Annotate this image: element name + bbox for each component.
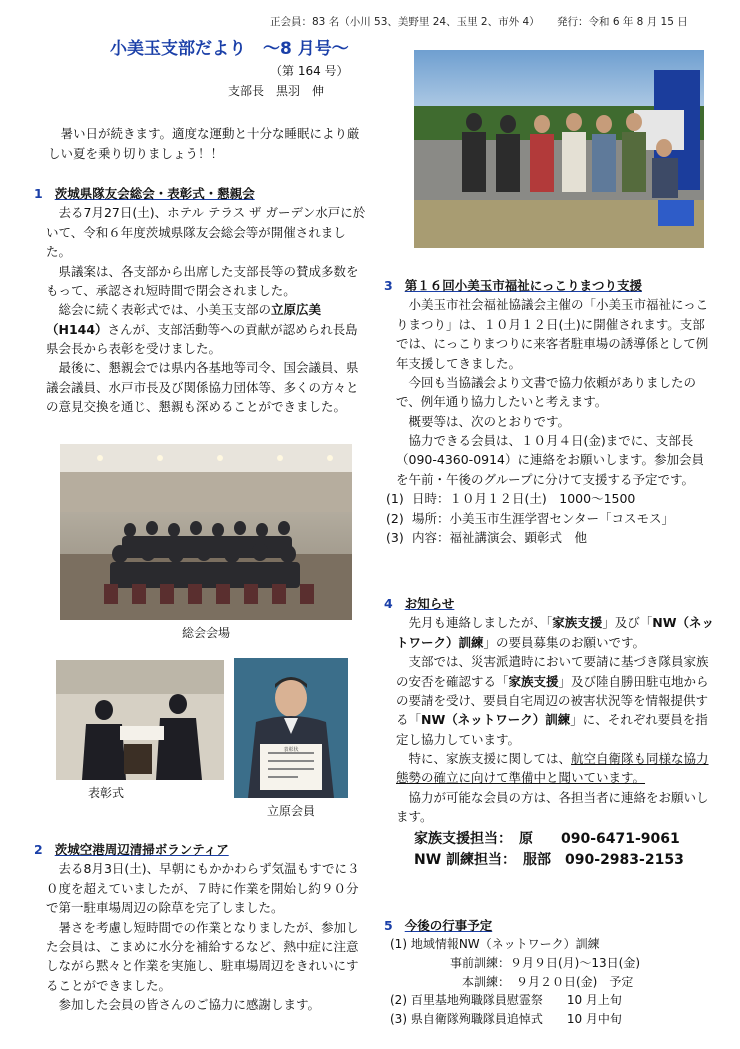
section-1-paragraph: 県議案は、各支部から出席した支部長等の賛成多数をもって、承認され短時間で閉会されました。 (46, 263, 359, 298)
section-1-paragraph (46, 300, 366, 358)
section-5-heading (384, 916, 716, 935)
event-detail-item (386, 509, 716, 528)
awardee-name: 立原広美（H144） (46, 302, 322, 337)
award-ceremony-photo (56, 660, 224, 780)
volunteer-group-image (414, 50, 704, 248)
section-2-paragraph: 去る8月3日(土)、早朝にもかかわらず気温もすでに３０度を超えていましたが、７時に作業を開始し約９０分で第一駐車場周辺の除草を完了しました。 (46, 861, 360, 916)
schedule-subitem: 本訓練： ９月２０日(金) 予定 (462, 974, 634, 989)
text-span: 支部では、災害派遣時において要請に基づき隊員家族の安否を確認する「 (396, 654, 709, 689)
highlight-text: 家族支援 (552, 615, 603, 631)
text-span: さんが、支部活動等への貢献が認められ長島県会長から表彰を受けました。 (46, 321, 358, 356)
assembly-hall-caption: 総会会場 (181, 626, 230, 640)
highlight-text: NW（ネットワーク）訓練 (421, 712, 571, 728)
text-span: 先月も連絡しましたが、「 (408, 615, 553, 631)
greeting: 暑い日が続きます。適度な運動と十分な睡眠により厳しい夏を乗り切りましょう！！ (48, 126, 360, 161)
member-portrait-caption: 立原会員 (266, 804, 315, 818)
assembly-hall-photo (60, 444, 352, 620)
highlight-text: 家族支援 (508, 673, 559, 689)
section-5 (384, 916, 716, 1028)
section-2 (34, 840, 366, 1014)
member-portrait-photo (234, 658, 348, 798)
list-text: 場所：小美玉市生涯学習センター「コスモス」 (412, 510, 675, 526)
schedule-item: (2) 百里基地殉職隊員慰霊祭 10 月上旬 (390, 993, 622, 1008)
section-3-paragraph: 今回も当協議会より文書で協力依頼がありましたので、例年通り協力したいと考えます。 (396, 374, 697, 410)
schedule-subitem: 事前訓練：９月９日(月)～13日(金) (450, 955, 640, 970)
section-4-paragraph (396, 749, 716, 788)
section-4-heading (384, 594, 716, 613)
section-4-paragraph (396, 613, 716, 652)
member-count: 正会員：83 名（小川 53、美野里 24、玉里 2、市外 4） (270, 16, 540, 28)
section-number: 3 (384, 278, 393, 293)
section-title: 茨城空港周辺清掃ボランティア (54, 842, 229, 857)
list-number: (3) (386, 529, 404, 545)
section-4 (384, 594, 716, 872)
underlined-text: 航空自衛隊も同様な協力態勢の確立に向けて準備中と聞いています。 (396, 751, 709, 786)
highlight-text: NW（ネットワーク）訓練 (396, 615, 715, 650)
text-span: 」及び「 (602, 615, 653, 631)
section-1-heading (34, 184, 366, 203)
section-title: 第１６回小美玉市福祉にっこりまつり支援 (404, 278, 642, 293)
certificate-title: 表彰状 (283, 747, 299, 753)
section-4-paragraph: 協力が可能な会員の方は、各担当者に連絡をお願いします。 (396, 789, 709, 825)
section-number: 4 (384, 596, 393, 611)
assembly-hall-image (60, 444, 352, 620)
section-2-paragraph: 参加した会員の皆さんのご協力に感謝します。 (58, 997, 321, 1012)
schedule-item: (1) 地域情報NW（ネットワーク）訓練 (390, 937, 600, 952)
issue-date: 発行：令和 6 年 8 月 15 日 (556, 16, 688, 28)
text-span: 」及び陸自勝田駐屯地からの要請を受け、要員自宅周辺の被害状況等を情報提供する「 (396, 673, 709, 728)
section-title: 今後の行事予定 (404, 918, 493, 933)
schedule-item: (3) 県自衛隊殉職隊員追悼式 10 月中旬 (390, 1011, 622, 1026)
award-ceremony-image (56, 660, 224, 780)
award-ceremony-caption: 表彰式 (87, 786, 124, 800)
volunteer-group-photo (414, 50, 704, 248)
header-info (270, 14, 688, 30)
newsletter-title: 小美玉支部だより ～8 月号～ (110, 39, 349, 59)
section-title: お知らせ (404, 596, 455, 611)
event-detail-item (386, 528, 716, 547)
member-portrait-image (234, 658, 348, 798)
section-2-heading (34, 840, 366, 859)
section-title: 茨城県隊友会総会・表彰式・懇親会 (54, 186, 255, 201)
text-span: 」に、それぞれ要員を指定し協力しています。 (396, 712, 708, 747)
section-number: 5 (384, 918, 393, 933)
section-3-heading (384, 276, 716, 295)
author-line: 支部長 黒羽 伸 (228, 84, 325, 98)
section-3-paragraph: 概要等は、次のとおりです。 (408, 413, 571, 429)
text-span: 」の要員募集のお願いです。 (483, 634, 646, 650)
event-detail-item (386, 489, 716, 508)
section-3-paragraph: 協力できる会員は、１０月４日(金)までに、支部長（090-4360-0914）に連絡をお願いします。参加会員を午前・午後のグループに分けて支援する予定です。 (396, 433, 705, 487)
nw-training-contact: NW 訓練担当： 服部 090-2983-2153 (414, 852, 684, 869)
section-3-paragraph: 小美玉市社会福祉協議会主催の「小美玉市福祉にっこりまつり」は、１０月１２日(土)に開催されます。支部では、にっこりまつりに来客者駐車場の誘導係として例年支援してきました。 (396, 297, 709, 371)
list-text: 内容：福祉講演会、顕彰式 他 (412, 529, 588, 545)
text-span: 総会に続く表彰式では、小美玉支部の (58, 302, 272, 318)
list-number: (2) (386, 510, 404, 526)
section-number: 1 (34, 186, 43, 201)
issue-number: （第 164 号） (270, 64, 349, 78)
section-1-paragraph: 去る7月27日(土)、ホテル テラス ザ ガーデン水戸に於いて、令和６年度茨城県隊友会総会等が開催されました。 (46, 205, 366, 260)
section-number: 2 (34, 842, 43, 857)
list-number: (1) (386, 491, 404, 507)
section-1-paragraph: 最後に、懇親会では県内各基地等司令、国会議員、県議会議員、水戸市長及び関係協力団体等、多くの方々との意見交換を通じ、懇親も深めることができました。 (46, 360, 359, 415)
family-support-contact: 家族支援担当： 原 090-6471-9061 (414, 830, 680, 847)
section-3 (384, 276, 716, 547)
list-text: 日時：１０月１２日(土) 1000～1500 (412, 491, 636, 507)
text-span: 特に、家族支援に関しては、 (408, 751, 572, 766)
section-1 (34, 184, 366, 417)
section-4-paragraph (396, 652, 716, 749)
section-2-paragraph: 暑さを考慮し短時間での作業となりましたが、参加した会員は、こまめに水分を補給するなど、熱中症に注意しながら黙々と作業を実施し、駐車場周辺をきれいにすることができました。 (46, 919, 359, 993)
